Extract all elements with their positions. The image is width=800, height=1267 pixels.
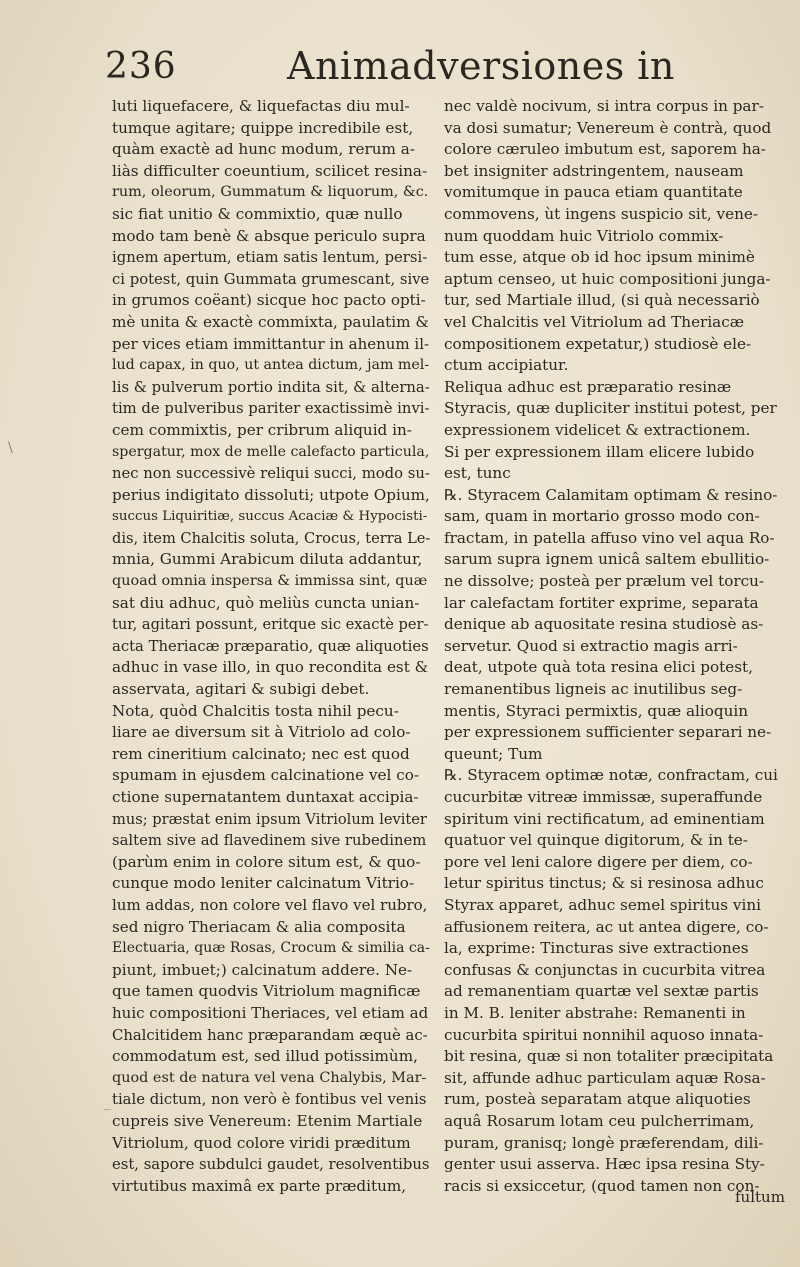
left-column-line: quoad omnia inspersa & immissa sint, quæ	[112, 573, 428, 590]
right-column-line: ℞. Styracem optimæ notæ, confractam, cui	[444, 766, 778, 785]
right-column-line: remanentibus ligneis ac inutilibus seg-	[444, 680, 743, 699]
right-column-line: puram, granisq; longè præferendam, dili-	[444, 1133, 764, 1152]
right-column-line: mentis, Styraci permixtis, quæ alioquin	[444, 701, 749, 720]
left-column-line: spergatur, mox de melle calefacto particula,	[112, 443, 430, 460]
left-column-line: quod est de natura vel vena Chalybis, Mar-	[112, 1069, 427, 1086]
left-column-line: mus; præstat enim ipsum Vitriolum leviter	[112, 810, 427, 828]
left-column-line: tur, agitari possunt, eritque sic exactè per-	[112, 616, 429, 634]
left-column-line: liare ae diversum sit à Vitriolo ad colo-	[112, 723, 411, 742]
right-column-line: queunt; Tum	[444, 744, 543, 763]
right-column-line: per expressionem sufficienter separari ne-	[444, 723, 772, 742]
right-column-line: genter usui asserva. Hæc ipsa resina Sty-	[444, 1155, 765, 1174]
left-column-line: piunt, imbuet;) calcinatum addere. Ne-	[112, 960, 413, 979]
page-header	[105, 40, 785, 90]
margin-mark: \	[8, 440, 13, 456]
left-column-line: saltem sive ad flavedinem sive rubedinem	[112, 832, 427, 850]
right-column-line: sam, quam in mortario grosso modo con-	[444, 507, 760, 526]
left-column-line: virtutibus maximâ ex parte præditum,	[112, 1176, 407, 1195]
left-column-line: ignem apertum, etiam satis lentum, persi-	[112, 249, 428, 267]
left-column-line: que tamen quodvis Vitriolum magnificæ	[112, 982, 421, 1001]
right-column-line: bit resina, quæ si non totaliter præcipitata	[444, 1047, 774, 1066]
right-column-line: bet insigniter adstringentem, nauseam	[444, 161, 744, 180]
left-column-line: perius indigitato dissoluti; utpote Opium,	[112, 485, 430, 504]
left-column-line: in grumos coëant) sicque hoc pacto opti-	[112, 291, 426, 310]
right-column-line: fractam, in patella affuso vino vel aqua Ro-	[444, 528, 775, 547]
left-column-line: luti liquefacere, & liquefactas diu mul-	[112, 97, 410, 115]
right-column-line: vomitumque in pauca etiam quantitate	[444, 183, 743, 202]
right-column-line: est, tunc	[444, 464, 511, 483]
right-column-line: la, exprime: Tincturas sive extractiones	[444, 939, 749, 958]
right-column-line: compositionem expetatur,) studiosè ele-	[444, 334, 752, 353]
right-column-line: num quoddam huic Vitriolo commix-	[444, 226, 724, 245]
right-column-line: nec valdè nocivum, si intra corpus in par-	[444, 97, 764, 115]
right-column-line: Styracis, quæ dupliciter institui potest, per	[444, 399, 777, 418]
left-column-line: liàs difficulter coeuntium, scilicet resina-	[112, 161, 428, 180]
left-text-column	[112, 96, 430, 1197]
left-column-line: per vices etiam immittantur in ahenum il-	[112, 334, 430, 353]
left-column-line: Electuaria, quæ Rosas, Crocum & similia ca-	[112, 940, 430, 957]
left-column-line: Nota, quòd Chalcitis tosta nihil pecu-	[112, 701, 399, 720]
right-column-line: colore cæruleo imbutum est, saporem ha-	[444, 140, 766, 159]
right-column-line: pore vel leni calore digere per diem, co-	[444, 852, 753, 871]
right-column-line: ad remanentiam quartæ vel sextæ partis	[444, 982, 759, 1001]
left-column-line: succus Liquiritiæ, succus Acaciæ & Hypocisti-	[112, 509, 428, 525]
left-column-line: cem commixtis, per cribrum aliquid in-	[112, 420, 412, 439]
right-column-line: deat, utpote quà tota resina elici potest,	[444, 658, 753, 677]
right-column-line: ctum accipiatur.	[444, 356, 569, 375]
margin-mark: _	[104, 1095, 111, 1111]
right-column-line: vel Chalcitis vel Vitriolum ad Theriacæ	[444, 312, 745, 331]
left-column-line: dis, item Chalcitis soluta, Crocus, terra Le-	[112, 529, 430, 547]
left-column-line: modo tam benè & absque periculo supra	[112, 226, 426, 245]
left-column-line: spumam in ejusdem calcinatione vel co-	[112, 766, 420, 785]
left-column-line: lis & pulverum portio indita sit, & alterna-	[112, 378, 430, 396]
left-column-line: ctione supernatantem duntaxat accipia-	[112, 788, 419, 806]
right-column-line: spiritum vini rectificatum, ad eminentiam	[444, 809, 765, 828]
right-column-line: sarum supra ignem unicâ saltem ebullitio-	[444, 550, 770, 569]
left-column-line: ci potest, quin Gummata grumescant, sive	[112, 270, 430, 288]
left-column-line: mè unita & exactè commixta, paulatim &	[112, 312, 429, 331]
right-column-line: lar calefactam fortiter exprime, separata	[444, 593, 759, 612]
right-column-line: Reliqua adhuc est præparatio resinæ	[444, 377, 732, 396]
left-column-line: asservata, agitari & subigi debet.	[112, 680, 370, 699]
right-column-line: rum, posteà separatam atque aliquoties	[444, 1090, 751, 1109]
left-column-line: tumque agitare; quippe incredibile est,	[112, 118, 414, 137]
right-column-line: servetur. Quod si extractio magis arri-	[444, 636, 738, 655]
right-column-line: commovens, ùt ingens suspicio sit, vene-	[444, 204, 759, 223]
running-title: Animadversiones in	[287, 44, 675, 88]
right-column-line: confusas & conjunctas in cucurbita vitrea	[444, 960, 766, 979]
right-column-line: va dosi sumatur; Venereum è contrà, quod	[444, 118, 772, 137]
left-column-line: acta Theriacæ præparatio, quæ aliquoties	[112, 637, 429, 655]
right-column-line: racis si exsiccetur, (quod tamen non con-	[444, 1176, 760, 1195]
left-column-line: nec non successivè reliqui succi, modo su-	[112, 465, 430, 483]
left-column-line: sat diu adhuc, quò meliùs cuncta unian-	[112, 593, 420, 612]
right-column-line: tur, sed Martiale illud, (si quà necessariò	[444, 291, 760, 310]
left-column-line: est, sapore subdulci gaudet, resolventibus	[112, 1156, 430, 1174]
left-column-line: rem cineritium calcinato; nec est quod	[112, 744, 410, 763]
left-column-line: Vitriolum, quod colore viridi præditum	[112, 1133, 411, 1152]
right-column-line: in M. B. leniter abstrahe: Remanenti in	[444, 1003, 746, 1022]
left-column-line: commodatum est, sed illud potissimùm,	[112, 1047, 418, 1066]
left-column-line: rum, oleorum, Gummatum & liquorum, &c.	[112, 184, 429, 201]
right-column-line: letur spiritus tinctus; & si resinosa adhuc	[444, 874, 764, 893]
left-column-line: lum addas, non colore vel flavo vel rubro,	[112, 895, 428, 914]
right-column-line: ℞. Styracem Calamitam optimam & resino-	[444, 485, 778, 504]
left-column-line: tim de pulveribus pariter exactissimè invi-	[112, 400, 430, 418]
left-column-line: huic compositioni Theriaces, vel etiam ad	[112, 1003, 429, 1022]
right-column-line: expressionem videlicet & extractionem.	[444, 420, 751, 439]
right-column-line: quatuor vel quinque digitorum, & in te-	[444, 831, 748, 850]
left-column-line: cunque modo leniter calcinatum Vitrio-	[112, 874, 415, 893]
right-column-line: tum esse, atque ob id hoc ipsum minimè	[444, 248, 755, 267]
left-column-line: (parùm enim in colore situm est, & quo-	[112, 852, 421, 871]
right-column-line: cucurbita spiritui nonnihil aquoso innata-	[444, 1025, 764, 1044]
right-column-line: sit, affunde adhuc particulam aquæ Rosa-	[444, 1068, 766, 1087]
left-column-line: sed nigro Theriacam & alia composita	[112, 917, 406, 936]
page-number: 236	[105, 46, 177, 87]
catchword: fultum	[735, 1188, 785, 1206]
left-column-line: quàm exactè ad hunc modum, rerum a-	[112, 140, 415, 159]
right-column-line: aptum censeo, ut huic compositioni junga-	[444, 269, 771, 288]
left-column-line: mnia, Gummi Arabicum diluta addantur,	[112, 550, 423, 569]
left-column-line: cupreis sive Venereum: Etenim Martiale	[112, 1111, 423, 1130]
left-column-line: tiale dictum, non verò è fontibus vel venis	[112, 1091, 427, 1109]
left-column-line: adhuc in vase illo, in quo recondita est &	[112, 658, 429, 677]
left-column-line: sic fiat unitio & commixtio, quæ nullo	[112, 204, 403, 223]
right-column-line: affusionem reitera, ac ut antea digere, co-	[444, 917, 769, 936]
right-column-line: denique ab aquositate resina studiosè as-	[444, 615, 764, 634]
right-column-line: cucurbitæ vitreæ immissæ, superaffunde	[444, 788, 763, 806]
right-column-line: Styrax apparet, adhuc semel spiritus vini	[444, 895, 761, 914]
left-column-line: lud capax, in quo, ut antea dictum, jam mel-	[112, 357, 430, 374]
left-column-line: Chalcitidem hanc præparandam æquè ac-	[112, 1026, 428, 1044]
right-text-column	[444, 96, 794, 1197]
right-column-line: Si per expressionem illam elicere lubido	[444, 442, 755, 461]
right-column-line: ne dissolve; posteà per prælum vel torcu-	[444, 572, 765, 591]
right-column-line: aquâ Rosarum lotam ceu pulcherrimam,	[444, 1111, 755, 1130]
